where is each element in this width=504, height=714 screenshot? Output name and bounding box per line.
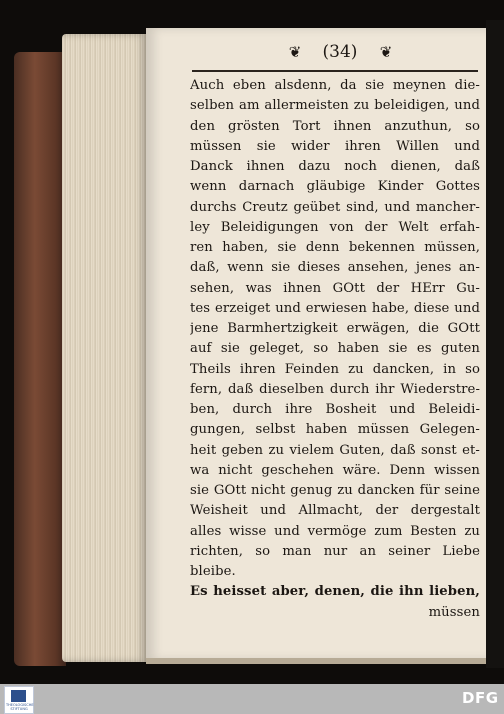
text-line: sehen, was ihnen GOtt der HErr Gu- [190, 280, 480, 296]
text-line: selben am allermeisten zu beleidigen, und [190, 98, 480, 114]
viewer-footer-bar [0, 684, 504, 714]
page-number: (34) [322, 42, 358, 62]
header-ornament-left-icon: ❦ [288, 43, 302, 61]
text-line: Weisheit und Allmacht, der dergestalt [190, 503, 480, 519]
text-line: gungen, selbst haben müssen Gelegen- [190, 422, 480, 438]
header-rule [192, 70, 478, 72]
text-block [190, 76, 480, 623]
catchword: müssen [428, 604, 480, 620]
logo-emblem-icon [11, 690, 26, 702]
text-line: bleibe. [190, 564, 236, 579]
text-line: alles wisse und vermöge zum Besten zu [190, 523, 480, 539]
library-logo[interactable] [4, 686, 34, 714]
text-line: Danck ihnen dazu noch dienen, daß [190, 159, 480, 174]
dfg-logo[interactable]: DFG [462, 689, 499, 707]
page-bottom-edge [146, 658, 488, 664]
text-line: wenn darnach gläubige Kinder Gottes [190, 179, 480, 195]
text-line: auf sie geleget, so haben sie es guten [190, 341, 480, 357]
text-line: wa nicht geschehen wäre. Denn wissen [190, 462, 480, 478]
text-line: fern, daß dieselben durch ihr Wiederstre- [190, 381, 480, 397]
text-line: jene Barmhertzigkeit erwägen, die GOtt [190, 321, 480, 336]
text-line: sie GOtt nicht genug zu dancken für seine [190, 483, 480, 498]
text-line: tes erzeiget und erwiesen habe, diese und [190, 300, 480, 316]
text-line: heit geben zu vielem Guten, daß sonst et- [190, 442, 480, 458]
logo-text: THEOLOGISCHE STIFTUNG [6, 703, 34, 711]
text-line: Auch eben alsdenn, da sie meynen die- [190, 78, 480, 93]
text-line: ley Beleidigungen von der Welt erfah- [190, 219, 480, 235]
header-ornament-right-icon: ❦ [379, 43, 393, 61]
book-cover [14, 52, 66, 666]
paragraph-start-line: Es heisset aber, denen, die ihn lieben, [190, 584, 480, 600]
page-fore-edge [62, 34, 148, 662]
text-line: ben, durch ihre Bosheit und Beleidi- [190, 402, 480, 417]
right-background [486, 20, 504, 668]
text-line: richten, so man nur an seiner Liebe [190, 543, 480, 559]
text-line: Theils ihren Feinden zu dancken, in so [190, 361, 480, 377]
text-line: müssen sie wider ihren Willen und [190, 138, 480, 154]
text-line: daß, wenn sie dieses ansehen, jenes an- [190, 260, 480, 276]
text-line: durchs Creutz geübet sind, und mancher- [190, 199, 480, 215]
text-line: ren haben, sie denn bekennen müssen, [190, 240, 480, 255]
text-line: den grösten Tort ihnen anzuthun, so [190, 118, 480, 134]
